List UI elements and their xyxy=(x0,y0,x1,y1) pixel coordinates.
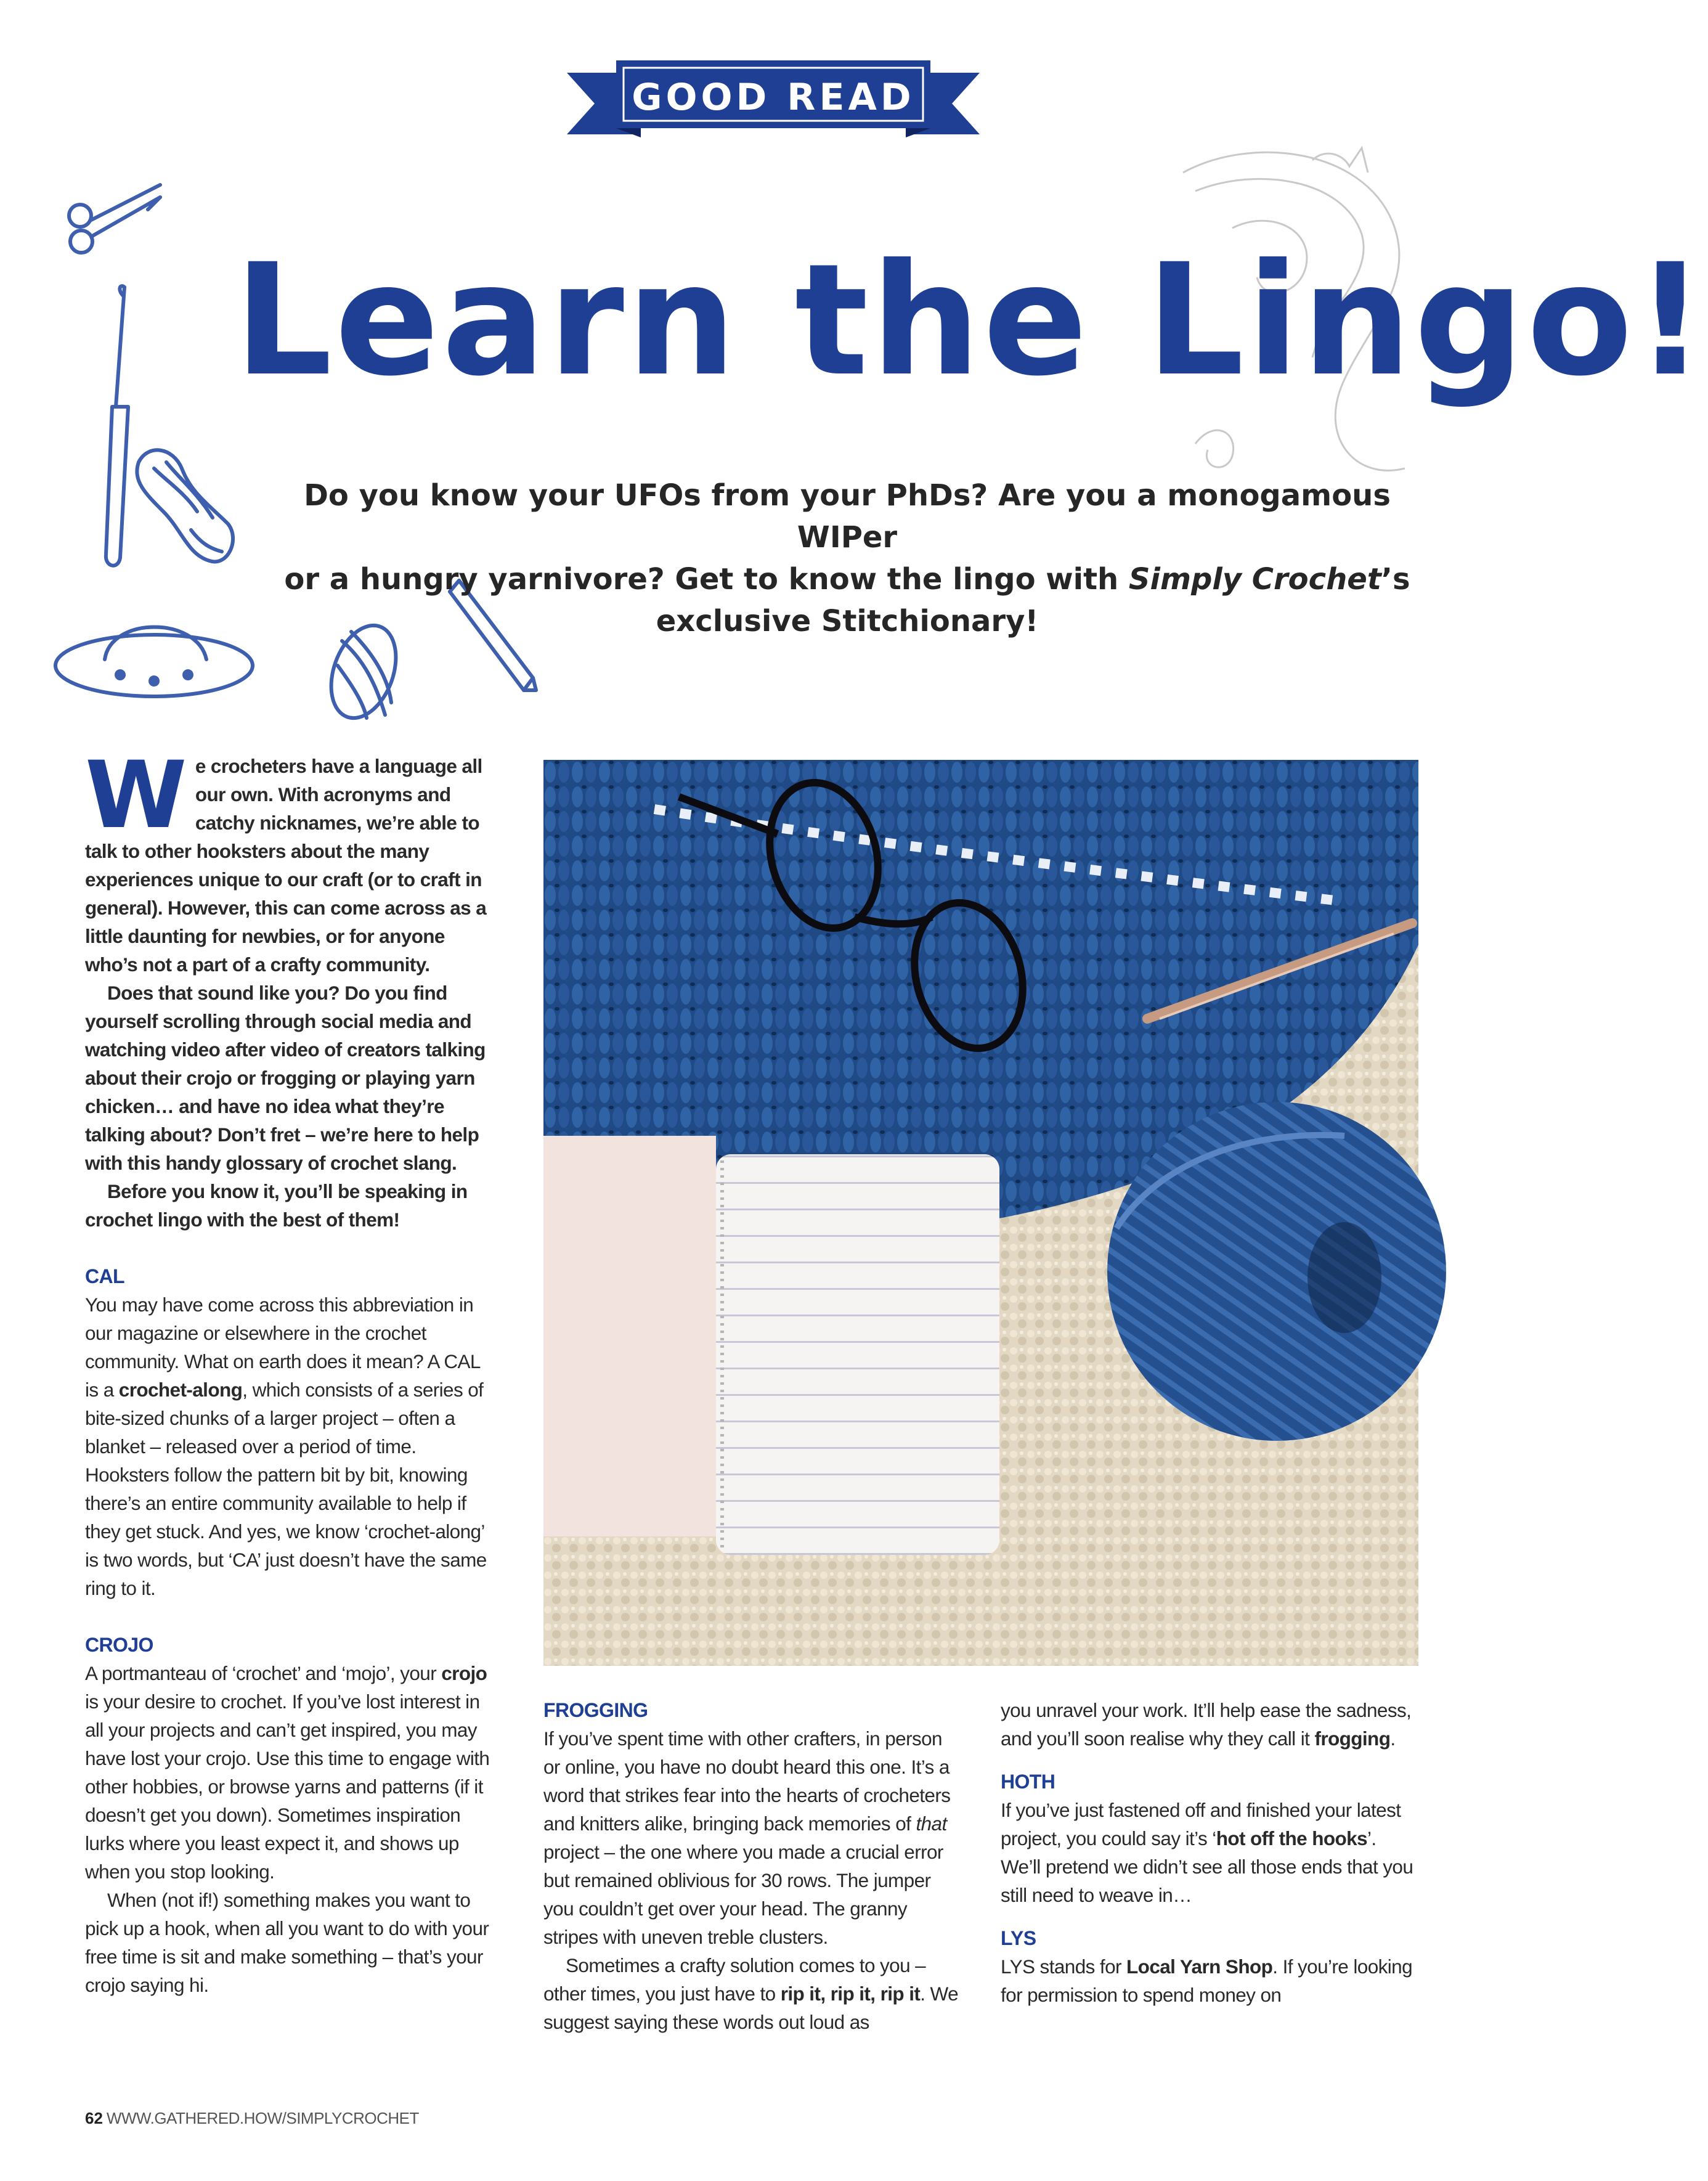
body-text: LYS stands for xyxy=(1001,1955,1127,1978)
intro-paragraph: Does that sound like you? Do you find yourself scrolling through social media and watching video after video of creators talking about their crojo or frogging or playing yarn chicken… and have no idea what they’re talking about? Don’t fret – we’re here to help with this handy glossary of crochet slang. xyxy=(85,982,486,1174)
body-text: If you’ve just fastened off and finished your latest project, you could say it’s ‘ xyxy=(1001,1799,1401,1849)
body-text: , which consists of a series of bite-sized chunks of a larger project – often a blanket – released over a period of time. Hooksters follow the pattern bit by bit, knowing there’s an entire community available to help if they get stuck. And yes, we know ‘crochet-along’ is two words, but ‘CA’ just doesn’t have the same ring to it. xyxy=(85,1379,487,1599)
body-text: . If you’re looking for permission to spend money on xyxy=(1001,1955,1412,2006)
ufo-icon xyxy=(55,627,253,697)
frogging-continued xyxy=(1001,1696,1420,1753)
magazine-name: Simply Crochet xyxy=(1128,562,1381,597)
term-bold: crojo xyxy=(441,1662,487,1684)
drop-cap: W xyxy=(85,742,187,849)
standfirst-text: or a hungry yarnivore? Get to know the lingo with xyxy=(284,562,1129,597)
standfirst-line xyxy=(283,558,1411,600)
cal-paragraph xyxy=(85,1290,497,1602)
yarn-ball-icon xyxy=(1107,1102,1446,1441)
crochet-hook-icon xyxy=(106,286,128,566)
scissors-icon xyxy=(69,185,160,253)
hoth-paragraph xyxy=(1001,1796,1420,1909)
frogging-paragraph xyxy=(543,1951,962,2036)
intro-section xyxy=(85,742,497,1234)
heading-hoth: HOTH xyxy=(1001,1771,1055,1793)
body-text: A portmanteau of ‘crochet’ and ‘mojo’, your xyxy=(85,1662,442,1684)
page-title: Learn the Lingo! xyxy=(234,230,1708,410)
standfirst-text: ’s xyxy=(1381,562,1410,597)
frogging-paragraph xyxy=(543,1724,962,1951)
footer-url[interactable]: WWW.GATHERED.HOW/SIMPLYCROCHET xyxy=(106,2109,419,2127)
crojo-paragraph: When (not if!) something makes you want to pick up a hook, when all you want to do with your free time is sit and make something – that’s your crojo saying hi. xyxy=(85,1889,489,1996)
body-text: Sometimes a crafty solution comes to you – other times, you just have to xyxy=(543,1954,926,2005)
lys-paragraph xyxy=(1001,1952,1420,2009)
crojo-paragraph xyxy=(85,1659,497,1886)
term-bold: crochet-along xyxy=(118,1379,243,1401)
knitting-photo xyxy=(543,760,1418,1666)
page-number: 62 xyxy=(85,2109,103,2127)
intro-paragraph xyxy=(85,742,497,979)
intro-text: e crocheters have a language all our own. With acronyms and catchy nicknames, we’re able to talk to other hooksters about the many experiences unique to our craft (or to craft in general). However, this can come across as a little daunting for newbies, or for anyone who’s not a part of a crafty community. xyxy=(85,755,487,976)
column-left xyxy=(85,742,497,1999)
term-bold: frogging xyxy=(1314,1727,1391,1750)
body-text: project – the one where you made a crucial error but remained oblivious for 30 rows. The jumper you couldn’t get over your head. The granny stripes with uneven treble clusters. xyxy=(543,1841,943,1948)
emphasis: that xyxy=(916,1812,947,1835)
heading-frogging: FROGGING xyxy=(543,1699,648,1721)
body-text: you unravel your work. It’ll help ease the sadness, and you’ll soon realise why they call it xyxy=(1001,1699,1412,1750)
term-bold: Local Yarn Shop xyxy=(1126,1955,1273,1978)
body-text: . xyxy=(1390,1727,1396,1750)
column-middle xyxy=(543,1696,962,2036)
body-text: ’. We’ll pretend we didn’t see all those ends that you still need to weave in… xyxy=(1001,1827,1413,1906)
term-bold: rip it, rip it, rip it xyxy=(780,1983,921,2005)
intro-paragraph: Before you know it, you’ll be speaking in crochet lingo with the best of them! xyxy=(85,1180,468,1231)
standfirst-line: exclusive Stitchionary! xyxy=(656,604,1039,638)
body-text: You may have come across this abbreviation in our magazine or elsewhere in the crochet community. What on earth does it mean? A CAL is a xyxy=(85,1294,480,1401)
heading-cal: CAL xyxy=(85,1265,124,1287)
body-text: . We suggest saying these words out loud as xyxy=(543,1983,959,2033)
standfirst-line: Do you know your UFOs from your PhDs? Are you a monogamous WIPer xyxy=(304,478,1391,555)
heading-crojo: CROJO xyxy=(85,1634,153,1656)
photo-illustration xyxy=(543,760,1418,1666)
column-right xyxy=(1001,1696,1420,2009)
banner-label: GOOD READ xyxy=(632,76,915,119)
standfirst xyxy=(283,475,1411,642)
yarn-skein-icon xyxy=(137,450,233,561)
body-text: is your desire to crochet. If you’ve lost interest in all your projects and can’t get inspired, you may have lost your crojo. Use this time to engage with other hobbies, or browse yarns and patterns (if it doesn’t get you down). Sometimes inspiration lurks where you least expect it, and shows up when you stop looking. xyxy=(85,1690,490,1883)
page-footer xyxy=(85,2106,640,2130)
heading-lys: LYS xyxy=(1001,1927,1036,1949)
notebook-icon xyxy=(543,1136,999,1555)
section-banner xyxy=(567,54,980,141)
body-text: If you’ve spent time with other crafters, in person or online, you have no doubt heard this one. It’s a word that strikes fear into the hearts of crocheters and knitters alike, bringing back memories of xyxy=(543,1727,951,1835)
term-bold: hot off the hooks xyxy=(1216,1827,1367,1849)
